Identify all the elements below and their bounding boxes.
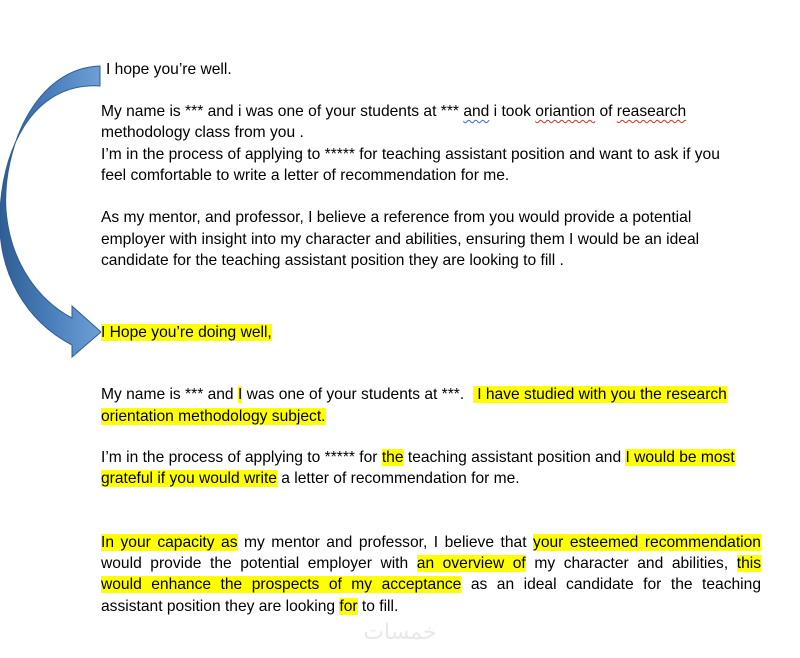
revised-paragraph-1-line-1: My name is *** and I was one of your students at ***. I have studied with you the research xyxy=(101,386,727,403)
revised-greeting xyxy=(101,322,272,344)
watermark-logo: خمسات xyxy=(363,620,437,645)
highlighted-text: would enhance the prospects of my acceptance xyxy=(101,576,462,593)
original-greeting: I hope you’re well. xyxy=(106,61,232,78)
original-paragraph-2-line-2: feel comfortable to write a letter of recommendation for me. xyxy=(101,167,510,184)
highlighted-text: I would be most xyxy=(625,449,735,466)
revised-paragraph-2-line-2: grateful if you would write a letter of recommendation for me. xyxy=(101,470,520,487)
highlighted-text: the xyxy=(381,449,404,466)
highlighted-text: I xyxy=(237,386,243,403)
highlighted-text: for xyxy=(339,598,358,615)
original-paragraph-3-line-2: employer with insight into my character and abilities, ensuring them I would be an ideal xyxy=(101,231,700,248)
original-paragraph-2-line-1: I’m in the process of applying to ***** for teaching assistant position and want to ask if you xyxy=(101,146,720,163)
highlighted-text: In your capacity as xyxy=(101,534,238,551)
highlighted-text: this xyxy=(736,555,762,572)
highlighted-text: I Hope you’re doing well, xyxy=(101,324,272,341)
revised-paragraph-2-line-1: I’m in the process of applying to ***** for the teaching assistant position and I would be most xyxy=(101,449,735,466)
original-paragraph-1-line-1: My name is *** and i was one of your students at *** and i took oriantion of reasearch xyxy=(101,103,687,120)
revised-paragraph-1-line-2 xyxy=(101,406,326,428)
highlighted-text: grateful if you would write xyxy=(101,470,277,487)
revised-paragraph-3-line-2: would provide the potential employer with an overview of my character and abilities, this xyxy=(101,555,762,572)
revised-paragraph-3-line-3: would enhance the prospects of my acceptance as an ideal candidate for the teaching xyxy=(101,576,761,593)
highlighted-text: an overview of xyxy=(416,555,526,572)
original-paragraph-1-line-2: methodology class from you . xyxy=(101,124,304,141)
revised-paragraph-3-line-4: assistant position they are looking for to fill. xyxy=(101,598,399,615)
original-paragraph-3-line-1: As my mentor, and professor, I believe a reference from you would provide a potential xyxy=(101,209,692,226)
revised-paragraph-3-line-1: In your capacity as my mentor and professor, I believe that your esteemed recommendation xyxy=(101,534,761,551)
spelling-flag: reasearch xyxy=(616,103,687,120)
highlighted-text: I have studied with you the research xyxy=(472,386,727,403)
highlighted-text: orientation methodology subject. xyxy=(101,408,326,425)
original-paragraph-3-line-3: candidate for the teaching assistant position they are looking to fill . xyxy=(101,252,564,269)
highlighted-text: your esteemed recommendation xyxy=(533,534,761,551)
spelling-flag: and xyxy=(463,103,490,120)
spelling-flag: oriantion xyxy=(535,103,596,120)
